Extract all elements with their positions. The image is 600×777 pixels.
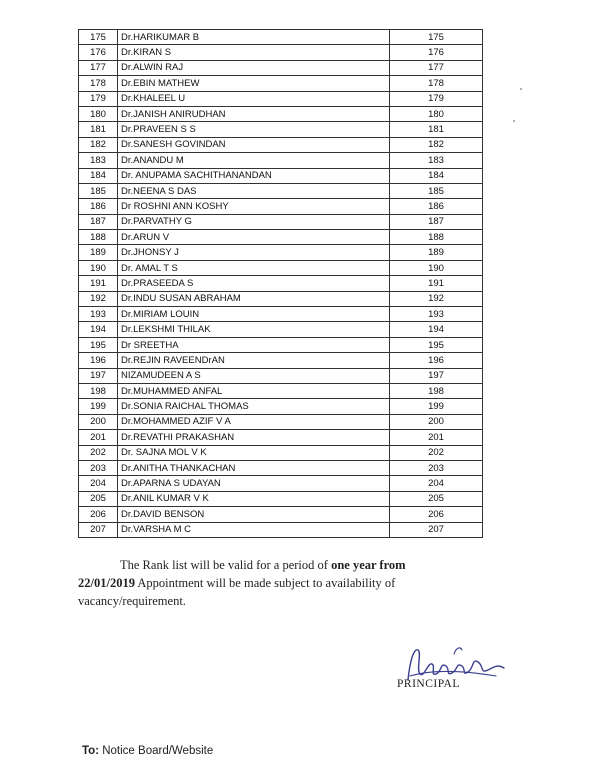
candidate-name-cell: Dr.ALWIN RAJ (118, 60, 390, 75)
to-label: To: (82, 745, 100, 757)
rank-number-cell: 175 (390, 30, 483, 45)
note-text-3: vacancy/requirement. (78, 594, 186, 608)
serial-number-cell: 187 (79, 214, 118, 229)
candidate-name-cell: Dr.MIRIAM LOUIN (118, 307, 390, 322)
candidate-name-cell: Dr.INDU SUSAN ABRAHAM (118, 291, 390, 306)
candidate-name-cell: Dr.PRAVEEN S S (118, 122, 390, 137)
table-row (79, 106, 483, 121)
serial-number-cell: 200 (79, 414, 118, 429)
serial-number-cell: 194 (79, 322, 118, 337)
table-row (79, 260, 483, 275)
serial-number-cell: 190 (79, 260, 118, 275)
serial-number-cell: 178 (79, 76, 118, 91)
table-row (79, 353, 483, 368)
table-row (79, 383, 483, 398)
candidate-name-cell: Dr.APARNA S UDAYAN (118, 476, 390, 491)
serial-number-cell: 199 (79, 399, 118, 414)
table-row (79, 30, 483, 45)
note-bold-1: one year from (331, 558, 406, 572)
rank-number-cell: 201 (390, 430, 483, 445)
serial-number-cell: 195 (79, 337, 118, 352)
distribution-line (82, 745, 213, 757)
serial-number-cell: 197 (79, 368, 118, 383)
serial-number-cell: 188 (79, 230, 118, 245)
candidate-name-cell: Dr.SONIA RAICHAL THOMAS (118, 399, 390, 414)
principal-title: PRINCIPAL (397, 678, 460, 690)
table-row (79, 137, 483, 152)
candidate-name-cell: Dr.MUHAMMED ANFAL (118, 383, 390, 398)
candidate-name-cell: Dr.JANISH ANIRUDHAN (118, 106, 390, 121)
serial-number-cell: 176 (79, 45, 118, 60)
table-row (79, 214, 483, 229)
table-row (79, 230, 483, 245)
candidate-name-cell: Dr.SANESH GOVINDAN (118, 137, 390, 152)
rank-number-cell: 190 (390, 260, 483, 275)
rank-number-cell: 177 (390, 60, 483, 75)
candidate-name-cell: Dr.JHONSY J (118, 245, 390, 260)
candidate-name-cell: Dr.ARUN V (118, 230, 390, 245)
table-row (79, 307, 483, 322)
scan-speck (520, 88, 522, 90)
rank-number-cell: 193 (390, 307, 483, 322)
serial-number-cell: 180 (79, 106, 118, 121)
candidate-name-cell: Dr.PARVATHY G (118, 214, 390, 229)
rank-number-cell: 199 (390, 399, 483, 414)
candidate-name-cell: Dr. SAJNA MOL V K (118, 445, 390, 460)
rank-number-cell: 194 (390, 322, 483, 337)
table-row (79, 337, 483, 352)
rank-number-cell: 203 (390, 460, 483, 475)
rank-number-cell: 191 (390, 276, 483, 291)
serial-number-cell: 192 (79, 291, 118, 306)
serial-number-cell: 206 (79, 507, 118, 522)
candidate-name-cell: Dr ROSHNI ANN KOSHY (118, 199, 390, 214)
table-row (79, 276, 483, 291)
serial-number-cell: 185 (79, 183, 118, 198)
rank-number-cell: 179 (390, 91, 483, 106)
table-row (79, 445, 483, 460)
candidate-name-cell: Dr.ANIL KUMAR V K (118, 491, 390, 506)
table-row (79, 476, 483, 491)
serial-number-cell: 184 (79, 168, 118, 183)
table-row (79, 399, 483, 414)
candidate-name-cell: Dr.VARSHA M C (118, 522, 390, 537)
table-row (79, 430, 483, 445)
serial-number-cell: 182 (79, 137, 118, 152)
serial-number-cell: 193 (79, 307, 118, 322)
table-row (79, 60, 483, 75)
candidate-name-cell: Dr.REVATHI PRAKASHAN (118, 430, 390, 445)
table-row (79, 153, 483, 168)
rank-number-cell: 206 (390, 507, 483, 522)
candidate-name-cell: Dr.HARIKUMAR B (118, 30, 390, 45)
table-row (79, 322, 483, 337)
rank-number-cell: 183 (390, 153, 483, 168)
serial-number-cell: 198 (79, 383, 118, 398)
table-row (79, 245, 483, 260)
candidate-name-cell: Dr. ANUPAMA SACHITHANANDAN (118, 168, 390, 183)
table-row (79, 168, 483, 183)
scan-speck (513, 120, 515, 122)
table-row (79, 291, 483, 306)
serial-number-cell: 204 (79, 476, 118, 491)
rank-list-table (78, 29, 483, 538)
serial-number-cell: 179 (79, 91, 118, 106)
candidate-name-cell: Dr.PRASEEDA S (118, 276, 390, 291)
serial-number-cell: 175 (79, 30, 118, 45)
rank-number-cell: 186 (390, 199, 483, 214)
candidate-name-cell: Dr. AMAL T S (118, 260, 390, 275)
serial-number-cell: 189 (79, 245, 118, 260)
rank-number-cell: 202 (390, 445, 483, 460)
candidate-name-cell: Dr.KHALEEL U (118, 91, 390, 106)
serial-number-cell: 202 (79, 445, 118, 460)
candidate-name-cell: Dr SREETHA (118, 337, 390, 352)
serial-number-cell: 201 (79, 430, 118, 445)
rank-number-cell: 207 (390, 522, 483, 537)
rank-number-cell: 181 (390, 122, 483, 137)
rank-number-cell: 189 (390, 245, 483, 260)
serial-number-cell: 205 (79, 491, 118, 506)
serial-number-cell: 177 (79, 60, 118, 75)
serial-number-cell: 186 (79, 199, 118, 214)
rank-number-cell: 198 (390, 383, 483, 398)
rank-number-cell: 200 (390, 414, 483, 429)
rank-number-cell: 192 (390, 291, 483, 306)
rank-number-cell: 180 (390, 106, 483, 121)
candidate-name-cell: Dr.MOHAMMED AZIF V A (118, 414, 390, 429)
candidate-name-cell: Dr.KIRAN S (118, 45, 390, 60)
table-row (79, 368, 483, 383)
rank-number-cell: 188 (390, 230, 483, 245)
table-row (79, 76, 483, 91)
candidate-name-cell: Dr.LEKSHMI THILAK (118, 322, 390, 337)
rank-list-body (79, 30, 483, 538)
serial-number-cell: 207 (79, 522, 118, 537)
rank-number-cell: 182 (390, 137, 483, 152)
serial-number-cell: 196 (79, 353, 118, 368)
rank-number-cell: 187 (390, 214, 483, 229)
table-row (79, 199, 483, 214)
table-row (79, 91, 483, 106)
serial-number-cell: 181 (79, 122, 118, 137)
table-row (79, 45, 483, 60)
validity-note (78, 556, 478, 610)
table-row (79, 414, 483, 429)
candidate-name-cell: NIZAMUDEEN A S (118, 368, 390, 383)
table-row (79, 183, 483, 198)
table-row (79, 122, 483, 137)
rank-number-cell: 178 (390, 76, 483, 91)
candidate-name-cell: Dr.EBIN MATHEW (118, 76, 390, 91)
note-text-2: Appointment will be made subject to availability of (134, 576, 396, 590)
rank-number-cell: 176 (390, 45, 483, 60)
table-row (79, 460, 483, 475)
rank-number-cell: 196 (390, 353, 483, 368)
note-text-1: The Rank list will be valid for a period of (120, 558, 332, 572)
rank-number-cell: 195 (390, 337, 483, 352)
serial-number-cell: 183 (79, 153, 118, 168)
serial-number-cell: 191 (79, 276, 118, 291)
rank-number-cell: 185 (390, 183, 483, 198)
table-row (79, 522, 483, 537)
to-recipients: Notice Board/Website (102, 745, 214, 757)
candidate-name-cell: Dr.NEENA S DAS (118, 183, 390, 198)
candidate-name-cell: Dr.DAVID BENSON (118, 507, 390, 522)
note-bold-date: 22/01/2019 (78, 576, 135, 590)
candidate-name-cell: Dr.ANITHA THANKACHAN (118, 460, 390, 475)
candidate-name-cell: Dr.REJIN RAVEENDrAN (118, 353, 390, 368)
rank-number-cell: 205 (390, 491, 483, 506)
table-row (79, 491, 483, 506)
rank-number-cell: 197 (390, 368, 483, 383)
serial-number-cell: 203 (79, 460, 118, 475)
rank-number-cell: 204 (390, 476, 483, 491)
table-row (79, 507, 483, 522)
candidate-name-cell: Dr.ANANDU M (118, 153, 390, 168)
rank-number-cell: 184 (390, 168, 483, 183)
